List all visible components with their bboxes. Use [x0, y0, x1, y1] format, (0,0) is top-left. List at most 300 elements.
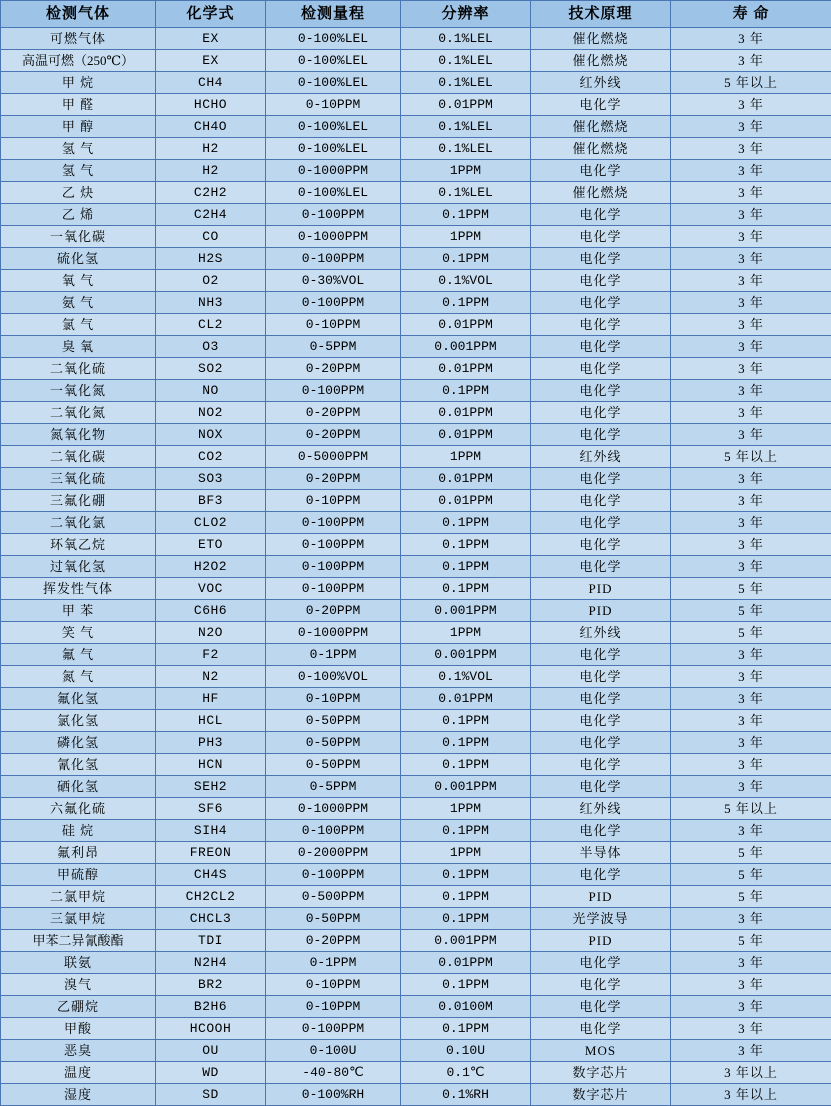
- cell-technical-principle: 电化学: [531, 94, 671, 116]
- cell-technical-principle: 电化学: [531, 248, 671, 270]
- cell-gas-name: 硒化氢: [1, 776, 156, 798]
- cell-chemical-formula: ETO: [156, 534, 266, 556]
- table-row: [1, 204, 831, 226]
- cell-resolution: 1PPM: [401, 226, 531, 248]
- cell-lifetime: 5 年: [671, 842, 831, 864]
- table-row: [1, 908, 831, 930]
- cell-technical-principle: 电化学: [531, 226, 671, 248]
- cell-gas-name: 一氧化氮: [1, 380, 156, 402]
- cell-lifetime: 3 年以上: [671, 1062, 831, 1084]
- table-row: [1, 490, 831, 512]
- cell-resolution: 0.1PPM: [401, 1018, 531, 1040]
- cell-chemical-formula: NOX: [156, 424, 266, 446]
- cell-technical-principle: 催化燃烧: [531, 116, 671, 138]
- cell-gas-name: 甲 烷: [1, 72, 156, 94]
- table-row: [1, 28, 831, 50]
- cell-detection-range: 0-2000PPM: [266, 842, 401, 864]
- cell-resolution: 1PPM: [401, 160, 531, 182]
- cell-resolution: 0.1PPM: [401, 512, 531, 534]
- cell-chemical-formula: NH3: [156, 292, 266, 314]
- cell-chemical-formula: HCHO: [156, 94, 266, 116]
- cell-gas-name: 硫化氢: [1, 248, 156, 270]
- cell-detection-range: 0-10PPM: [266, 490, 401, 512]
- cell-detection-range: 0-100PPM: [266, 578, 401, 600]
- cell-resolution: 0.1PPM: [401, 248, 531, 270]
- cell-resolution: 0.1%LEL: [401, 182, 531, 204]
- cell-technical-principle: 电化学: [531, 732, 671, 754]
- cell-resolution: 0.001PPM: [401, 644, 531, 666]
- cell-detection-range: 0-100PPM: [266, 534, 401, 556]
- cell-detection-range: 0-100%LEL: [266, 50, 401, 72]
- cell-chemical-formula: CLO2: [156, 512, 266, 534]
- cell-detection-range: 0-100U: [266, 1040, 401, 1062]
- cell-lifetime: 3 年: [671, 270, 831, 292]
- cell-lifetime: 3 年: [671, 996, 831, 1018]
- table-row: [1, 886, 831, 908]
- cell-chemical-formula: SF6: [156, 798, 266, 820]
- cell-gas-name: 氮氧化物: [1, 424, 156, 446]
- cell-resolution: 0.001PPM: [401, 776, 531, 798]
- cell-technical-principle: 电化学: [531, 270, 671, 292]
- cell-chemical-formula: HF: [156, 688, 266, 710]
- cell-lifetime: 3 年: [671, 182, 831, 204]
- cell-resolution: 0.0100M: [401, 996, 531, 1018]
- cell-detection-range: 0-100PPM: [266, 864, 401, 886]
- cell-technical-principle: 电化学: [531, 468, 671, 490]
- cell-resolution: 0.1PPM: [401, 204, 531, 226]
- table-row: [1, 952, 831, 974]
- cell-detection-range: 0-5PPM: [266, 336, 401, 358]
- table-row: [1, 512, 831, 534]
- cell-lifetime: 3 年: [671, 908, 831, 930]
- cell-detection-range: 0-1PPM: [266, 644, 401, 666]
- cell-lifetime: 3 年: [671, 534, 831, 556]
- cell-resolution: 1PPM: [401, 842, 531, 864]
- cell-chemical-formula: CH4: [156, 72, 266, 94]
- table-row: [1, 578, 831, 600]
- cell-technical-principle: 半导体: [531, 842, 671, 864]
- cell-technical-principle: 电化学: [531, 490, 671, 512]
- cell-chemical-formula: B2H6: [156, 996, 266, 1018]
- cell-resolution: 0.01PPM: [401, 688, 531, 710]
- cell-lifetime: 3 年: [671, 468, 831, 490]
- cell-detection-range: 0-10PPM: [266, 688, 401, 710]
- cell-technical-principle: 电化学: [531, 974, 671, 996]
- table-row: [1, 50, 831, 72]
- cell-detection-range: 0-100%VOL: [266, 666, 401, 688]
- cell-gas-name: 磷化氢: [1, 732, 156, 754]
- cell-chemical-formula: N2: [156, 666, 266, 688]
- cell-lifetime: 3 年: [671, 754, 831, 776]
- cell-gas-name: 二氧化氯: [1, 512, 156, 534]
- cell-resolution: 0.1PPM: [401, 732, 531, 754]
- cell-resolution: 0.01PPM: [401, 468, 531, 490]
- cell-technical-principle: 电化学: [531, 402, 671, 424]
- cell-chemical-formula: NO: [156, 380, 266, 402]
- cell-gas-name: 挥发性气体: [1, 578, 156, 600]
- cell-resolution: 0.1PPM: [401, 974, 531, 996]
- cell-chemical-formula: CHCL3: [156, 908, 266, 930]
- cell-detection-range: 0-100PPM: [266, 512, 401, 534]
- cell-detection-range: 0-100PPM: [266, 292, 401, 314]
- cell-resolution: 0.001PPM: [401, 930, 531, 952]
- cell-technical-principle: 光学波导: [531, 908, 671, 930]
- table-row: [1, 798, 831, 820]
- cell-gas-name: 二氧化氮: [1, 402, 156, 424]
- cell-chemical-formula: WD: [156, 1062, 266, 1084]
- cell-gas-name: 乙硼烷: [1, 996, 156, 1018]
- table-row: [1, 600, 831, 622]
- table-row: [1, 358, 831, 380]
- cell-lifetime: 3 年: [671, 292, 831, 314]
- cell-detection-range: 0-10PPM: [266, 996, 401, 1018]
- cell-chemical-formula: F2: [156, 644, 266, 666]
- cell-lifetime: 3 年: [671, 116, 831, 138]
- cell-detection-range: 0-1000PPM: [266, 160, 401, 182]
- table-row: [1, 732, 831, 754]
- cell-lifetime: 3 年: [671, 424, 831, 446]
- cell-resolution: 0.01PPM: [401, 952, 531, 974]
- cell-gas-name: 高温可燃（250℃）: [1, 50, 156, 72]
- cell-detection-range: 0-20PPM: [266, 424, 401, 446]
- cell-technical-principle: 红外线: [531, 72, 671, 94]
- cell-technical-principle: 电化学: [531, 952, 671, 974]
- cell-chemical-formula: H2: [156, 138, 266, 160]
- cell-detection-range: 0-100PPM: [266, 820, 401, 842]
- cell-resolution: 0.1PPM: [401, 578, 531, 600]
- cell-chemical-formula: SIH4: [156, 820, 266, 842]
- cell-resolution: 0.1%VOL: [401, 666, 531, 688]
- cell-chemical-formula: HCOOH: [156, 1018, 266, 1040]
- cell-gas-name: 氰化氢: [1, 754, 156, 776]
- table-row: [1, 930, 831, 952]
- cell-gas-name: 氯 气: [1, 314, 156, 336]
- cell-chemical-formula: H2S: [156, 248, 266, 270]
- cell-technical-principle: 红外线: [531, 622, 671, 644]
- cell-resolution: 0.01PPM: [401, 94, 531, 116]
- cell-technical-principle: 电化学: [531, 160, 671, 182]
- cell-gas-name: 一氧化碳: [1, 226, 156, 248]
- cell-resolution: 0.1℃: [401, 1062, 531, 1084]
- cell-gas-name: 二氯甲烷: [1, 886, 156, 908]
- cell-technical-principle: PID: [531, 930, 671, 952]
- cell-detection-range: 0-100%RH: [266, 1084, 401, 1106]
- cell-detection-range: 0-100%LEL: [266, 72, 401, 94]
- table-row: [1, 292, 831, 314]
- header-row: [1, 1, 831, 28]
- cell-resolution: 0.1%LEL: [401, 28, 531, 50]
- cell-gas-name: 甲 醇: [1, 116, 156, 138]
- cell-gas-name: 三氟化硼: [1, 490, 156, 512]
- cell-resolution: 0.001PPM: [401, 600, 531, 622]
- cell-chemical-formula: CO: [156, 226, 266, 248]
- cell-resolution: 1PPM: [401, 446, 531, 468]
- cell-lifetime: 3 年: [671, 556, 831, 578]
- cell-detection-range: 0-100PPM: [266, 248, 401, 270]
- cell-detection-range: 0-100%LEL: [266, 138, 401, 160]
- cell-resolution: 0.1PPM: [401, 556, 531, 578]
- cell-detection-range: 0-50PPM: [266, 754, 401, 776]
- table-row: [1, 710, 831, 732]
- cell-lifetime: 3 年: [671, 138, 831, 160]
- cell-lifetime: 3 年: [671, 314, 831, 336]
- cell-lifetime: 3 年: [671, 248, 831, 270]
- table-row: [1, 754, 831, 776]
- table-row: [1, 842, 831, 864]
- cell-lifetime: 5 年: [671, 578, 831, 600]
- cell-lifetime: 3 年: [671, 710, 831, 732]
- cell-lifetime: 3 年: [671, 402, 831, 424]
- cell-resolution: 0.1%RH: [401, 1084, 531, 1106]
- cell-resolution: 0.1%LEL: [401, 50, 531, 72]
- cell-chemical-formula: EX: [156, 50, 266, 72]
- cell-lifetime: 5 年: [671, 600, 831, 622]
- cell-detection-range: 0-10PPM: [266, 974, 401, 996]
- cell-chemical-formula: N2O: [156, 622, 266, 644]
- table-row: [1, 336, 831, 358]
- cell-lifetime: 5 年以上: [671, 798, 831, 820]
- cell-chemical-formula: CH4O: [156, 116, 266, 138]
- cell-gas-name: 氢 气: [1, 160, 156, 182]
- cell-gas-name: 三氯甲烷: [1, 908, 156, 930]
- cell-detection-range: 0-20PPM: [266, 358, 401, 380]
- cell-chemical-formula: C2H2: [156, 182, 266, 204]
- cell-gas-name: 温度: [1, 1062, 156, 1084]
- cell-detection-range: 0-50PPM: [266, 908, 401, 930]
- cell-technical-principle: 数字芯片: [531, 1084, 671, 1106]
- cell-lifetime: 3 年: [671, 1018, 831, 1040]
- cell-chemical-formula: CH4S: [156, 864, 266, 886]
- cell-chemical-formula: CL2: [156, 314, 266, 336]
- cell-detection-range: 0-20PPM: [266, 468, 401, 490]
- cell-lifetime: 3 年以上: [671, 1084, 831, 1106]
- table-row: [1, 1018, 831, 1040]
- cell-chemical-formula: SD: [156, 1084, 266, 1106]
- cell-gas-name: 湿度: [1, 1084, 156, 1106]
- header-lifetime: 寿 命: [671, 1, 831, 28]
- cell-detection-range: 0-100PPM: [266, 1018, 401, 1040]
- cell-gas-name: 二氧化硫: [1, 358, 156, 380]
- cell-lifetime: 5 年: [671, 930, 831, 952]
- cell-gas-name: 氧 气: [1, 270, 156, 292]
- cell-technical-principle: 电化学: [531, 512, 671, 534]
- cell-detection-range: 0-1000PPM: [266, 622, 401, 644]
- cell-technical-principle: MOS: [531, 1040, 671, 1062]
- cell-lifetime: 3 年: [671, 974, 831, 996]
- cell-chemical-formula: HCL: [156, 710, 266, 732]
- cell-resolution: 0.1PPM: [401, 754, 531, 776]
- header-resolution: 分辨率: [401, 1, 531, 28]
- table-row: [1, 138, 831, 160]
- cell-resolution: 0.1PPM: [401, 710, 531, 732]
- table-row: [1, 116, 831, 138]
- cell-chemical-formula: C6H6: [156, 600, 266, 622]
- cell-gas-name: 氮 气: [1, 666, 156, 688]
- cell-resolution: 1PPM: [401, 622, 531, 644]
- cell-resolution: 0.1%VOL: [401, 270, 531, 292]
- table-row: [1, 226, 831, 248]
- header-technical-principle: 技术原理: [531, 1, 671, 28]
- cell-resolution: 0.01PPM: [401, 402, 531, 424]
- cell-gas-name: 可燃气体: [1, 28, 156, 50]
- cell-chemical-formula: O2: [156, 270, 266, 292]
- cell-lifetime: 3 年: [671, 952, 831, 974]
- cell-chemical-formula: EX: [156, 28, 266, 50]
- cell-resolution: 0.01PPM: [401, 358, 531, 380]
- table-row: [1, 402, 831, 424]
- cell-gas-name: 氨 气: [1, 292, 156, 314]
- cell-lifetime: 3 年: [671, 50, 831, 72]
- cell-resolution: 0.1PPM: [401, 886, 531, 908]
- table-row: [1, 72, 831, 94]
- cell-chemical-formula: VOC: [156, 578, 266, 600]
- cell-technical-principle: 电化学: [531, 666, 671, 688]
- cell-detection-range: 0-100PPM: [266, 204, 401, 226]
- table-row: [1, 776, 831, 798]
- table-row: [1, 622, 831, 644]
- cell-resolution: 0.1PPM: [401, 820, 531, 842]
- cell-gas-name: 乙 烯: [1, 204, 156, 226]
- cell-gas-name: 三氧化硫: [1, 468, 156, 490]
- cell-detection-range: 0-10PPM: [266, 314, 401, 336]
- cell-chemical-formula: CO2: [156, 446, 266, 468]
- cell-resolution: 0.1PPM: [401, 380, 531, 402]
- cell-detection-range: 0-500PPM: [266, 886, 401, 908]
- cell-detection-range: 0-20PPM: [266, 600, 401, 622]
- table-row: [1, 1062, 831, 1084]
- header-gas-name: 检测气体: [1, 1, 156, 28]
- cell-lifetime: 3 年: [671, 732, 831, 754]
- cell-detection-range: 0-100%LEL: [266, 116, 401, 138]
- cell-technical-principle: 红外线: [531, 798, 671, 820]
- cell-chemical-formula: C2H4: [156, 204, 266, 226]
- table-row: [1, 996, 831, 1018]
- cell-resolution: 0.10U: [401, 1040, 531, 1062]
- cell-resolution: 0.1PPM: [401, 534, 531, 556]
- cell-chemical-formula: TDI: [156, 930, 266, 952]
- cell-lifetime: 3 年: [671, 1040, 831, 1062]
- cell-detection-range: 0-30%VOL: [266, 270, 401, 292]
- cell-technical-principle: 电化学: [531, 710, 671, 732]
- cell-detection-range: 0-100%LEL: [266, 182, 401, 204]
- cell-lifetime: 3 年: [671, 820, 831, 842]
- cell-technical-principle: 电化学: [531, 864, 671, 886]
- cell-technical-principle: 电化学: [531, 358, 671, 380]
- cell-lifetime: 3 年: [671, 160, 831, 182]
- cell-technical-principle: 红外线: [531, 446, 671, 468]
- table-row: [1, 688, 831, 710]
- cell-resolution: 0.1PPM: [401, 908, 531, 930]
- cell-detection-range: 0-100%LEL: [266, 28, 401, 50]
- header-detection-range: 检测量程: [266, 1, 401, 28]
- cell-gas-name: 溴气: [1, 974, 156, 996]
- cell-gas-name: 恶臭: [1, 1040, 156, 1062]
- cell-detection-range: 0-50PPM: [266, 732, 401, 754]
- cell-technical-principle: 电化学: [531, 534, 671, 556]
- table-row: [1, 468, 831, 490]
- cell-resolution: 0.01PPM: [401, 424, 531, 446]
- cell-gas-name: 甲苯二异氰酸酯: [1, 930, 156, 952]
- cell-resolution: 0.1%LEL: [401, 116, 531, 138]
- cell-technical-principle: 电化学: [531, 996, 671, 1018]
- table-row: [1, 270, 831, 292]
- cell-lifetime: 3 年: [671, 776, 831, 798]
- cell-lifetime: 3 年: [671, 644, 831, 666]
- cell-gas-name: 氟利昂: [1, 842, 156, 864]
- cell-technical-principle: 数字芯片: [531, 1062, 671, 1084]
- cell-lifetime: 3 年: [671, 688, 831, 710]
- table-body: [1, 28, 831, 1106]
- cell-technical-principle: 电化学: [531, 204, 671, 226]
- cell-chemical-formula: SEH2: [156, 776, 266, 798]
- table-row: [1, 424, 831, 446]
- cell-gas-name: 二氧化碳: [1, 446, 156, 468]
- cell-resolution: 0.01PPM: [401, 490, 531, 512]
- cell-chemical-formula: H2O2: [156, 556, 266, 578]
- cell-chemical-formula: BR2: [156, 974, 266, 996]
- table-row: [1, 644, 831, 666]
- cell-chemical-formula: H2: [156, 160, 266, 182]
- cell-technical-principle: 催化燃烧: [531, 50, 671, 72]
- cell-technical-principle: 电化学: [531, 380, 671, 402]
- table-row: [1, 160, 831, 182]
- cell-detection-range: 0-20PPM: [266, 930, 401, 952]
- cell-technical-principle: 催化燃烧: [531, 182, 671, 204]
- cell-detection-range: 0-5PPM: [266, 776, 401, 798]
- cell-gas-name: 氢 气: [1, 138, 156, 160]
- cell-lifetime: 3 年: [671, 380, 831, 402]
- cell-technical-principle: 催化燃烧: [531, 28, 671, 50]
- cell-resolution: 0.1%LEL: [401, 72, 531, 94]
- cell-chemical-formula: N2H4: [156, 952, 266, 974]
- cell-gas-name: 乙 炔: [1, 182, 156, 204]
- cell-lifetime: 3 年: [671, 490, 831, 512]
- cell-detection-range: -40-80℃: [266, 1062, 401, 1084]
- cell-chemical-formula: CH2CL2: [156, 886, 266, 908]
- cell-gas-name: 环氧乙烷: [1, 534, 156, 556]
- cell-lifetime: 3 年: [671, 336, 831, 358]
- cell-gas-name: 氟化氢: [1, 688, 156, 710]
- cell-detection-range: 0-5000PPM: [266, 446, 401, 468]
- cell-resolution: 0.1PPM: [401, 292, 531, 314]
- cell-detection-range: 0-20PPM: [266, 402, 401, 424]
- table-row: [1, 182, 831, 204]
- cell-lifetime: 5 年: [671, 886, 831, 908]
- cell-gas-name: 甲酸: [1, 1018, 156, 1040]
- cell-lifetime: 3 年: [671, 358, 831, 380]
- cell-chemical-formula: NO2: [156, 402, 266, 424]
- cell-technical-principle: 电化学: [531, 292, 671, 314]
- cell-gas-name: 笑 气: [1, 622, 156, 644]
- table-row: [1, 380, 831, 402]
- cell-detection-range: 0-10PPM: [266, 94, 401, 116]
- cell-detection-range: 0-1000PPM: [266, 798, 401, 820]
- cell-chemical-formula: O3: [156, 336, 266, 358]
- cell-technical-principle: 电化学: [531, 754, 671, 776]
- cell-technical-principle: 电化学: [531, 776, 671, 798]
- table-row: [1, 446, 831, 468]
- cell-gas-name: 硅 烷: [1, 820, 156, 842]
- header-chemical-formula: 化学式: [156, 1, 266, 28]
- cell-technical-principle: 电化学: [531, 820, 671, 842]
- cell-lifetime: 3 年: [671, 94, 831, 116]
- cell-chemical-formula: FREON: [156, 842, 266, 864]
- cell-resolution: 0.1%LEL: [401, 138, 531, 160]
- cell-technical-principle: 电化学: [531, 336, 671, 358]
- cell-resolution: 1PPM: [401, 798, 531, 820]
- cell-lifetime: 5 年: [671, 864, 831, 886]
- cell-lifetime: 3 年: [671, 204, 831, 226]
